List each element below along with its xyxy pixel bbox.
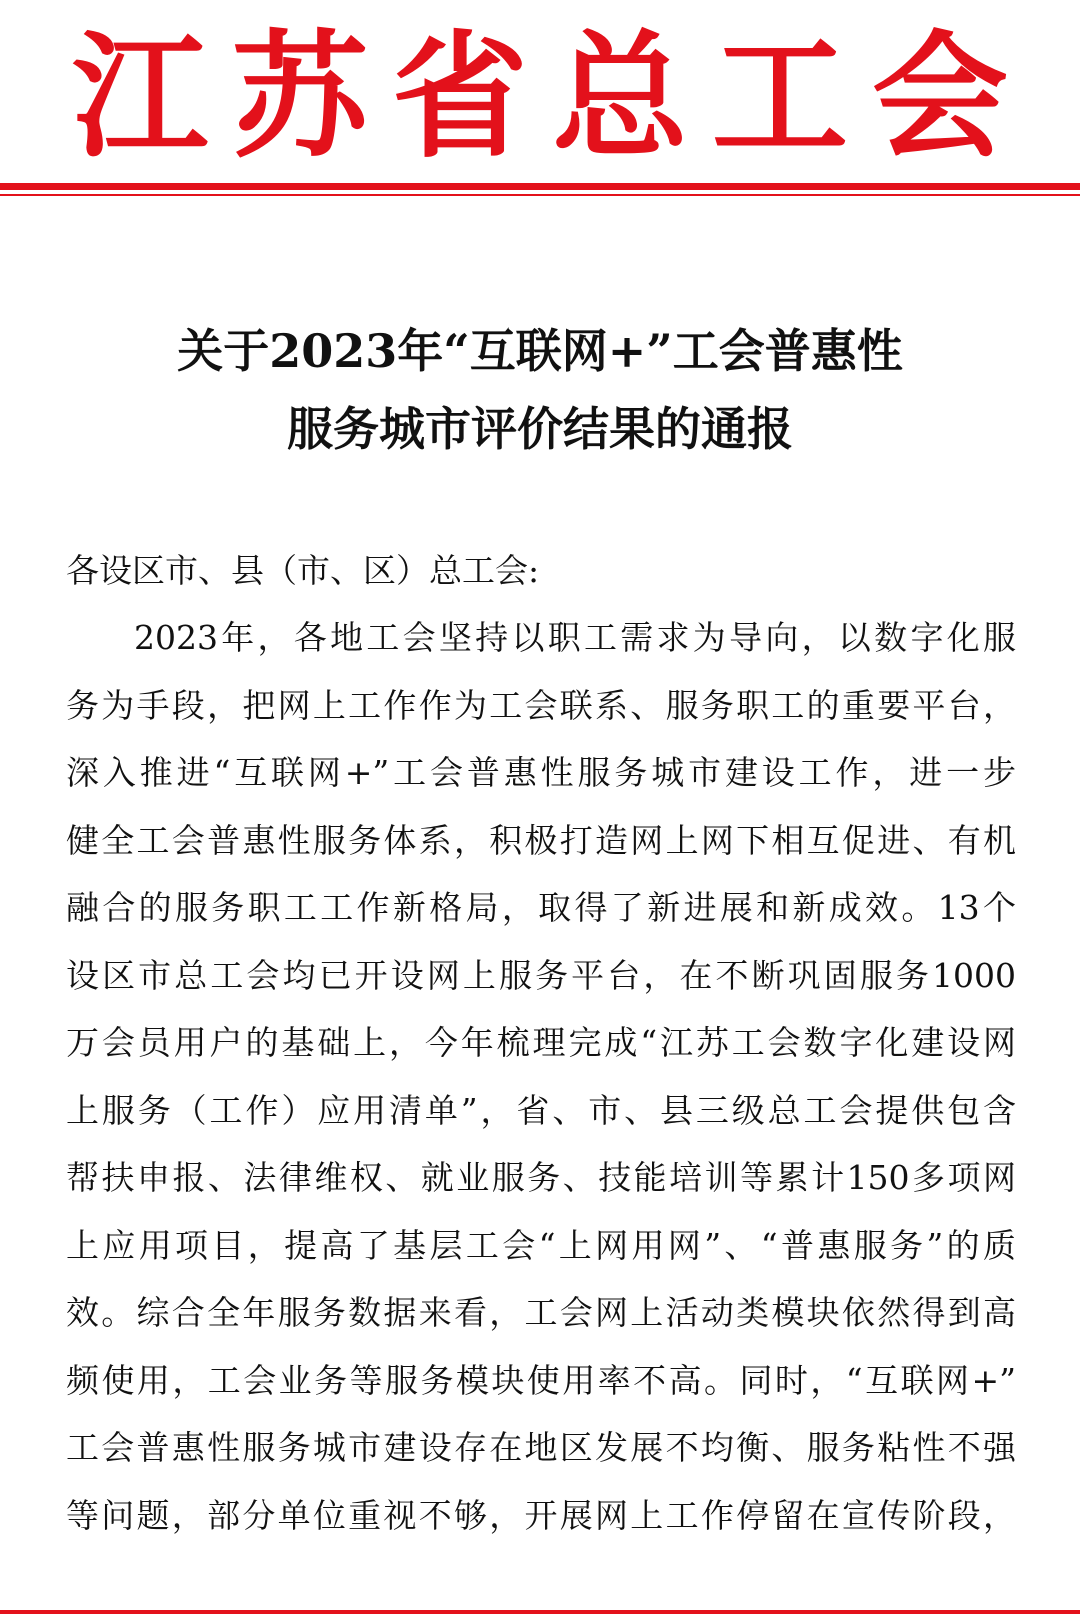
body-line: 万会员用户的基础上，今年梳理完成“江苏工会数字化建设网	[66, 1023, 1016, 1062]
body-line: 上服务（工作）应用清单”，省、市、县三级总工会提供包含	[66, 1090, 1016, 1130]
masthead-char: 省	[392, 17, 528, 177]
body-line: 健全工会普惠性服务体系，积极打造网上网下相互促进、有机	[66, 820, 1016, 860]
title-line: 关于2023年“互联网+”工会普惠性	[177, 324, 903, 378]
title-line: 服务城市评价结果的通报	[287, 402, 793, 456]
body-line: 频使用，工会业务等服务模块使用率不高。同时，“互联网+”	[66, 1360, 1016, 1400]
body-line: 融合的服务职工工作新格局，取得了新进展和新成效。13个	[66, 888, 1016, 927]
body-paragraph	[66, 604, 1016, 1549]
body-line: 上应用项目，提高了基层工会“上网用网”、“普惠服务”的质	[66, 1225, 1016, 1265]
masthead-divider-thick	[0, 183, 1080, 190]
masthead-divider-thin	[0, 194, 1080, 196]
body-line: 帮扶申报、法律维权、就业服务、技能培训等累计150多项网	[66, 1158, 1016, 1197]
body-line: 工会普惠性服务城市建设存在地区发展不均衡、服务粘性不强	[66, 1428, 1016, 1467]
body-line: 务为手段，把网上工作作为工会联系、服务职工的重要平台，	[66, 685, 1016, 725]
masthead-char: 总	[552, 17, 688, 177]
salutation: 各设区市、县（市、区）总工会:	[66, 551, 540, 590]
masthead-char: 工	[712, 17, 848, 177]
body-line: 2023年，各地工会坚持以职工需求为导向，以数字化服	[134, 618, 1016, 657]
body-line: 等问题，部分单位重视不够，开展网上工作停留在宣传阶段，	[66, 1495, 1016, 1535]
document-title	[0, 312, 1080, 468]
body-line: 效。综合全年服务数据来看，工会网上活动类模块依然得到高	[66, 1293, 1016, 1332]
masthead-char: 苏	[232, 17, 368, 177]
body-line: 深入推进“互联网+”工会普惠性服务城市建设工作，进一步	[66, 753, 1016, 792]
masthead-char: 江	[72, 17, 208, 177]
footer-divider	[0, 1610, 1080, 1614]
masthead	[0, 17, 1080, 177]
masthead-char: 会	[872, 17, 1008, 177]
body-line: 设区市总工会均已开设网上服务平台，在不断巩固服务1000	[66, 955, 1016, 995]
